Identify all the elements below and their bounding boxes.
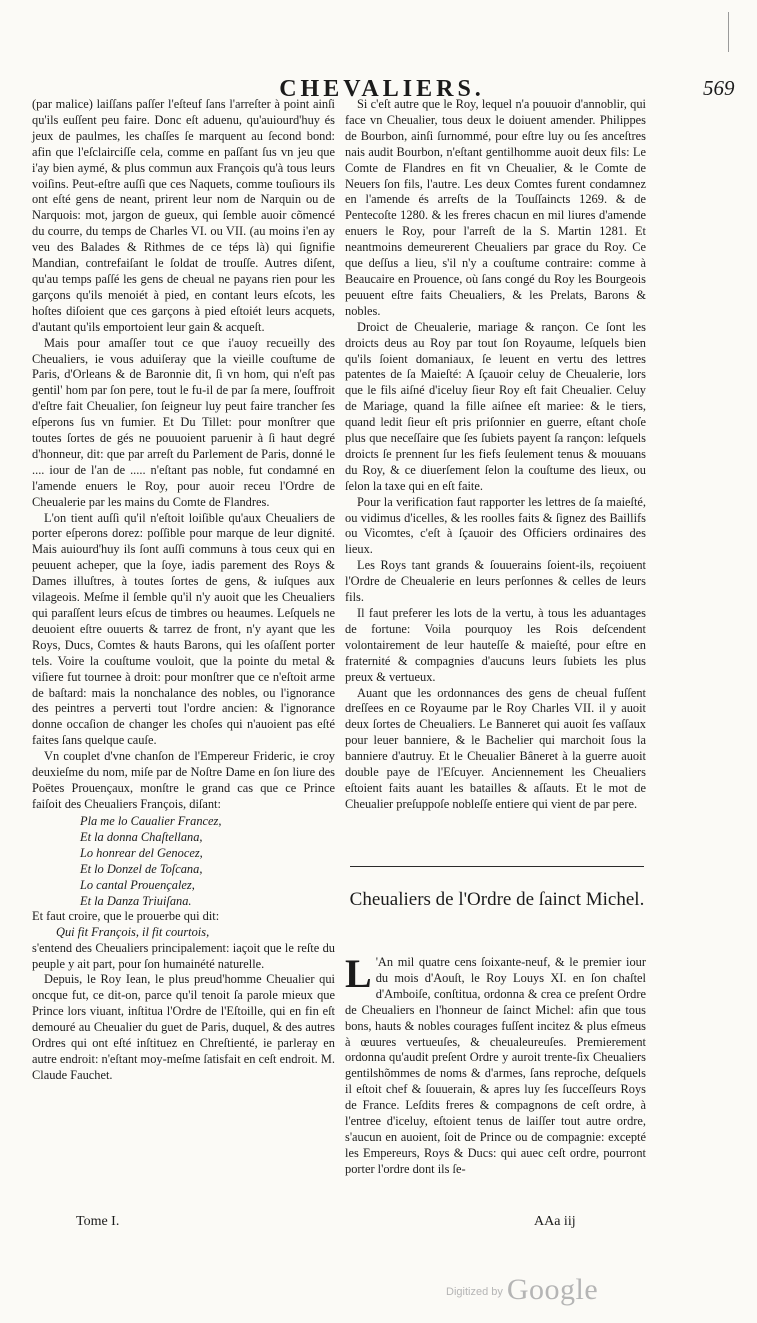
verse-line: Pla me lo Caualier Francez, <box>80 813 222 828</box>
right-paragraph-1: Si c'eſt autre que le Roy, lequel n'a pouuoir d'annoblir, qui face vn Cheualier, tous deux le doiuent amender. Philippes de Bourbon, ainſi ſurnommé, pour eſtre luy ou ſes anceſtres nais audit Bourbon, n'eſtant gentilhomme auoit deux fils: Le Comte de Flandres en fit vn Cheualier, & le Comte de Neuers ſon fils, l'autre. Les deux Comtes furent condamnez en l'amende és arreſts de la Touſſaincts 1269. & de Pentecoſte 1280. & les freres chacun en mil liures d'amende enuers le Roy, pour l'arreſt de la S. Martin 1281. Et neantmoins demeurerent Cheualiers par grace du Roy. Ce que deſſus a lieu, s'il n'y a couſtume contraire: comme à Beaucaire en Prouence, où ſans congé du Roy les Bourgeois peuuent eſtre faits Cheualiers, & les Prelats, Barons & nobles. <box>345 97 646 318</box>
left-paragraph-2: Mais pour amaſſer tout ce que i'auoy recueilly des Cheualiers, ie vous aduiſeray que la vieille couſtume de Paris, d'Orleans & de Baronnie dit, ſi vn hom, qui n'eſt pas gentil' hom par ſon pere, tout le fu-il de par ſa mere, ſouffroit d'eſtre fait Cheualier, ſon ſeigneur luy peut faire trancher ſes eſperons ſus vn fumier. Et Du Tillet: pour monſtrer que toutes ſortes de gés ne pouuoient paruenir à ſi haut degré d'honneur, dit: que par arreſt du Parlement de Paris, donné le .... iour de l'an de ..... n'eſtant pas noble, fut condamné en l'amende enuers le Roy, pour auoir receu l'Ordre de Cheualerie par les mains du Comte de Flandres. <box>32 335 335 509</box>
right-paragraph-3: Pour la verification faut rapporter les lettres de ſa maieſté, ou vidimus d'icelles, & les roolles faits & ſignez des Baillifs ou Vicomtes, c'eſt à ſçauoir des Officiers ordinaires des lieux. <box>345 494 646 557</box>
section-heading: Cheualiers de l'Ordre de ſainct Michel. <box>349 889 645 910</box>
proverb-explanation: s'entend des Cheualiers principalement: iaçoit que le reſte du peuple y ait part, pour ſon humainété naturelle. <box>32 940 335 971</box>
left-paragraph-1: (par malice) laiſſans paſſer l'eſteuf ſans l'arreſter à point ainſi qu'ils euſſent peu faire. Donc eſt aduenu, qu'auiourd'huy és jeux de paulmes, les chaſſes ſe marquent au ſecond bond: afin que l'eſclairciſſe cela, comme en paſſant ſus vn jeu que i'ay bien aymé, & plus commun aux François qu'à tous leurs voiſins. Peut-eſtre auſſi que ces Naquets, comme touſiours ils ont eſté gens de neant, prirent leur nom de Narquin ou de Narquois: mot, jargon de gueux, qui ſemble auoir cõmencé du courre, du temps de Charles VI. ou VII. (au moins i'en ay veu des Balades & Rithmes de ce téps là) qui ſignifie Mandian, contrefaiſant le ſoldat de trouſſe. Autres diſent, qu'au temps paſſé les gens de cheual ne payans rien pour les garçons qu'ils menoiét à pied, en contant leurs eſcots, les hoſtes diſoient que ces garçons à pied eſtoiét leurs acquets, d'autant qu'ils emportoient leur gain & acqueſt. <box>32 97 335 334</box>
left-paragraph-3: L'on tient auſſi qu'il n'eſtoit loiſible qu'aux Cheualiers de porter eſperons dorez: poſſible pour marque de leur dignité. Mais auiourd'huy ils ſont auſſi communs à tous ceux qui en peuuent acheper, que la ſoye, iadis parement des Roys & Dames illuſtres, à toutes ſortes de gens, & iuſques aux vilageois. Meſme il ſemble qu'il n'y auoit que les Cheualiers qui paraſſent leurs eſcus de timbres ou heaumes. Leſquels ne deuoient eſtre ouuerts & tarrez de front, n'y ayant que les Roys, Ducs, Comtes & hauts Barons, qui les oſaſſent porter tels. Voire la couſtume vouloit, que la pointe du metal & viſiere fut tournee à droit: pour monſtrer que ce n'eſtoit arme de baſtard: mais la nonchalance des nobles, ou l'ignorance des peintres a perverti tout l'ordre ancien: & l'ignorance donne occaſion de changer les choſes qui n'auoient pas eſté faites ſans quelque cauſe. <box>32 510 335 748</box>
left-paragraph-4: Vn couplet d'vne chanſon de l'Empereur Frideric, ie croy deuxieſme du nom, miſe par de Noſtre Dame en ſon liure des Poëtes Prouençaux, monſtre le grand cas que ce Prince faiſoit des Cheualiers François, diſant: <box>32 749 335 811</box>
digitized-watermark <box>446 1273 598 1307</box>
right-paragraph-2: Droict de Cheualerie, mariage & rançon. Ce ſont les droicts deus au Roy par tout ſon Royaume, leſquels bien qu'ils ſoient domaniaux, ſe leuent en vertu des lettres patentes de ſa Maieſté: A ſçauoir celuy de Cheualerie, lors que le fils aiſné d'iceluy ſieur Roy eſt fait Cheualier. Celuy de Mariage, quand la fille aiſnee eſt mariee: & le tiers, quand ledit ſieur eſt pris priſonnier en guerre, eſtant choſe plus que neceſſaire que ſes ſubiets payent ſa rançon: leſquels droicts ſe prennent ſur les fiefs ſeulement tenus & mouuans du Roy, & ce diuerſement ſelon la couſtume des lieux, ou ſelon la taxe qui en eſt faite. <box>345 319 646 493</box>
verse-block <box>80 813 335 909</box>
section-body <box>345 951 646 1178</box>
left-paragraph-last: Depuis, le Roy Iean, le plus preud'homme Cheualier qui oncque fut, ce dit-on, parce qu'il tenoit ſa parole mieux que Prince lors viuant, inſtitua l'Ordre de l'Eſtoille, qui en fin eſt demouré au Cheualier du guet de Paris, duquel, & des autres Ordres qui ont eſté inſtituez en Chreſtienté, ie parleray en autre endroit: n'eſtant moy-meſme ſatisfait en ceſt endroit. M. Claude Fauchet. <box>32 972 335 1082</box>
watermark-prefix: Digitized by <box>446 1286 503 1298</box>
running-head: CHEVALIERS. <box>279 76 485 102</box>
verse-line: Et la donna Chaſtellana, <box>80 829 203 844</box>
drop-cap: L <box>345 951 372 996</box>
verse-line: Et lo Donzel de Toſcana, <box>80 861 203 876</box>
folio-number: 569 <box>703 76 735 100</box>
footer-signature-mark: AAa iij <box>534 1214 576 1229</box>
verse-line: Et la Danza Triuiſana. <box>80 893 192 908</box>
section-paragraph-text: 'An mil quatre cens ſoixante-neuf, & le premier iour du mois d'Aouſt, le Roy Louys XI. en ſon chaſtel d'Amboiſe, conſtitua, ordonna & crea ce preſent Ordre de Cheualiers en l'honneur de ſainct Michel: afin que tous bons, hauts & nobles courages fuſſent incitez & plus eſmeus à œuures vertueuſes, & cheualeureuſes. Premierement ordonna qu'audit preſent Ordre y auroit trente-ſix Cheualiers gentilshõmmes de noms & d'armes, ſans reproche, deſquels il eſtoit chef & ſouuerain, & apres luy ſes ſucceſſeurs Roys de France. Leſdits freres & compagnons de ceſt ordre, à l'entree d'iceluy, eſtoient tenus de laiſſer tout autre ordre, s'aucun en auoient, ſoit de Prince ou de compagnie: excepté les Empereurs, Roys & Ducs: qui auec ceſt ordre, pourront porter l'ordre dont ils ſe- <box>345 955 646 1176</box>
right-column <box>345 97 646 813</box>
footer-volume: Tome I. <box>76 1214 120 1229</box>
left-column <box>32 97 335 1084</box>
section-divider <box>350 866 644 867</box>
verse-line: Lo honrear del Genocez, <box>80 845 203 860</box>
section-paragraph <box>345 951 646 1178</box>
page-edge-mark <box>728 12 747 52</box>
right-paragraph-4: Les Roys tant grands & ſouuerains ſoient-ils, reçoiuent l'Ordre de Cheualerie en leurs perſonnes & celles de leurs fils. <box>345 558 646 605</box>
right-paragraph-5: Il faut preferer les lots de la vertu, à tous les aduantages de fortune: Voila pourquoy les Rois deſcendent volontairement de leur hauteſſe & maieſté, pour eſtre en fraternité & compagnies d'aucuns leurs ſubiets les plus preux & vertueux. <box>345 606 646 684</box>
proverb-quote: Qui fit François, il fit courtois, <box>56 924 210 939</box>
proverb-intro: Et faut croire, que le prouerbe qui dit: <box>32 908 220 923</box>
right-paragraph-6: Auant que les ordonnances des gens de cheual fuſſent dreſſees en ce Royaume par le Roy Charles VII. il y auoit deux ſortes de Cheualiers. Le Banneret qui auoit ſes vaſſaux pour leuer banniere, & le Bachelier qui marchoit ſous la banniere d'autruy. Et le Cheualier Bâneret à la guerre auoit double paye de l'Eſcuyer. Anciennement les Cheualiers eſtoient faits auant les batailles & aſſauts. Et le mot de Cheualier preſuppoſe nobleſſe entiere qui vient de par pere. <box>345 685 646 811</box>
watermark-logo: Google <box>506 1273 599 1306</box>
verse-line: Lo cantal Prouençalez, <box>80 877 195 892</box>
